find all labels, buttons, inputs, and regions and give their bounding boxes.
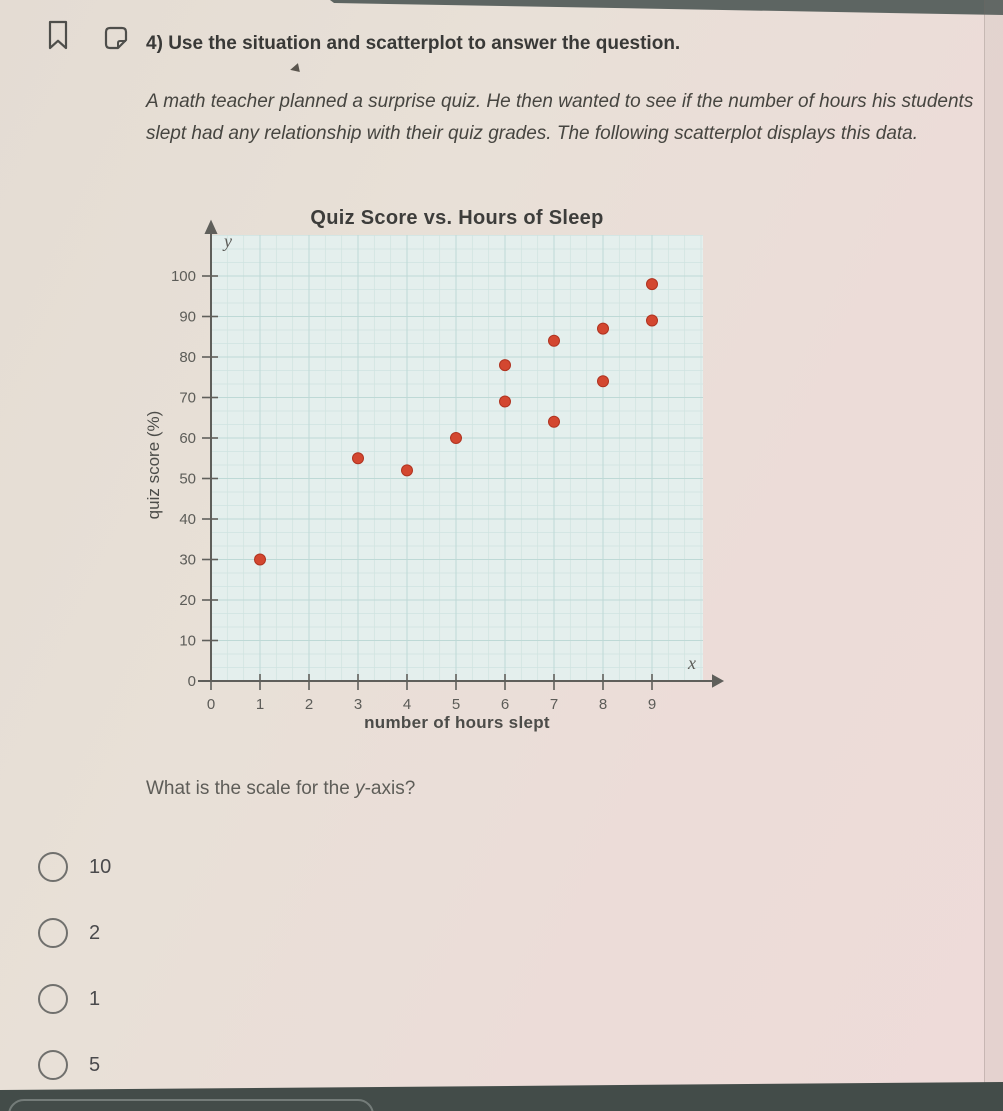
cursor-artifact xyxy=(289,63,300,74)
answer-option-1[interactable] xyxy=(38,853,111,881)
svg-text:8: 8 xyxy=(598,696,608,713)
screen-right-edge xyxy=(984,0,1003,1111)
radio-button[interactable] xyxy=(38,984,68,1014)
y-axis-label: quiz score (%) xyxy=(144,410,163,520)
scatterplot xyxy=(140,205,740,760)
scatterplot-canvas xyxy=(140,205,740,760)
radio-button[interactable] xyxy=(38,1050,68,1080)
svg-text:5: 5 xyxy=(451,696,461,713)
chart-title: Quiz Score vs. Hours of Sleep xyxy=(310,207,604,229)
answer-option-4[interactable] xyxy=(38,1051,111,1079)
svg-text:90: 90 xyxy=(179,308,196,326)
situation-passage: A math teacher planned a surprise quiz. He then wanted to see if the number of hours his students slept had any relationship with their quiz grades. The following scatterplot displays this data. xyxy=(146,91,974,144)
svg-text:20: 20 xyxy=(179,592,196,609)
question-number: 4) xyxy=(146,33,163,54)
svg-text:1: 1 xyxy=(255,696,265,713)
svg-text:70: 70 xyxy=(179,389,196,407)
italic-y: y xyxy=(355,778,365,799)
screen-top-bezel xyxy=(0,0,1003,18)
svg-text:50: 50 xyxy=(179,470,196,488)
svg-text:9: 9 xyxy=(647,696,657,713)
question-header xyxy=(146,33,680,55)
option-label: 2 xyxy=(89,921,101,944)
radio-button[interactable] xyxy=(38,918,68,948)
svg-text:7: 7 xyxy=(549,696,559,713)
svg-text:2: 2 xyxy=(304,696,314,713)
answer-options xyxy=(38,853,111,1111)
dock-window-edge xyxy=(8,1099,374,1111)
svg-text:x: x xyxy=(688,653,696,673)
svg-text:80: 80 xyxy=(179,349,196,366)
svg-text:30: 30 xyxy=(179,551,196,569)
answer-option-2[interactable] xyxy=(38,919,111,947)
x-axis-label: number of hours slept xyxy=(364,713,550,732)
svg-text:0: 0 xyxy=(187,673,196,690)
svg-text:3: 3 xyxy=(353,696,363,713)
svg-text:40: 40 xyxy=(179,511,196,528)
option-label: 1 xyxy=(89,987,101,1010)
radio-button[interactable] xyxy=(38,852,68,882)
svg-text:0: 0 xyxy=(206,696,216,713)
answer-option-3[interactable] xyxy=(38,985,111,1013)
bookmark-icon[interactable] xyxy=(46,19,70,56)
svg-text:100: 100 xyxy=(170,268,196,285)
svg-text:60: 60 xyxy=(179,430,196,447)
svg-text:10: 10 xyxy=(179,632,196,650)
svg-text:y: y xyxy=(224,231,232,251)
question-text: What is the scale for the y-axis? xyxy=(146,778,416,799)
option-label: 10 xyxy=(89,855,112,878)
svg-text:6: 6 xyxy=(500,696,510,713)
option-label: 5 xyxy=(89,1053,101,1076)
note-icon[interactable] xyxy=(103,25,129,56)
svg-text:4: 4 xyxy=(402,696,412,713)
question-title: Use the situation and scatterplot to answer the question. xyxy=(168,33,681,54)
